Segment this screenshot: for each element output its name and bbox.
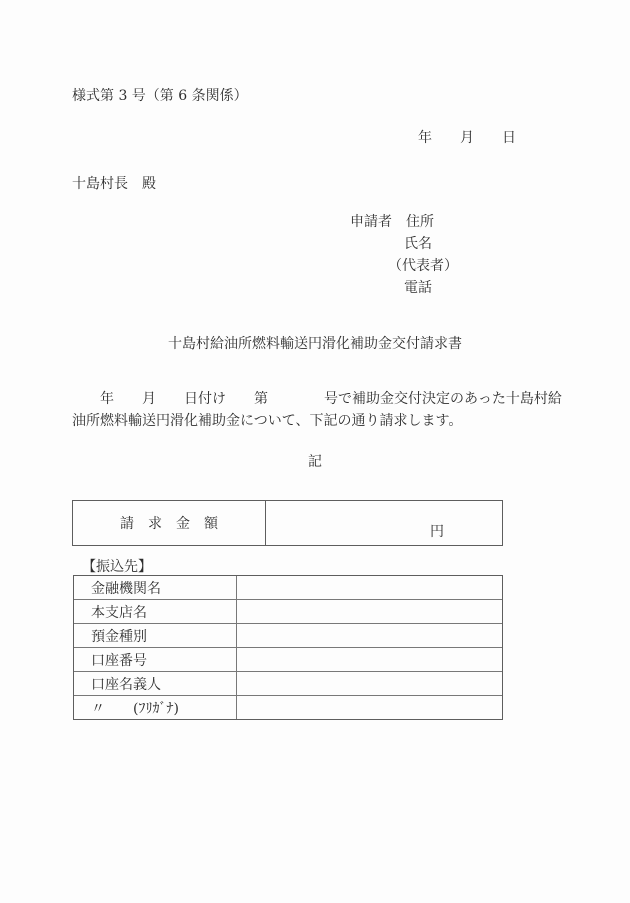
applicant-name-line: 氏名 [404, 236, 432, 252]
ki-marker: 記 [308, 454, 322, 470]
date-line: 年 月 日 [418, 130, 516, 146]
account-holder-value-cell [237, 672, 502, 695]
addressee: 十島村長 殿 [72, 176, 156, 192]
table-row-bank-name [74, 576, 502, 599]
table-row-account-holder [74, 671, 502, 695]
branch-name-value-cell [237, 600, 502, 623]
claim-amount-unit: 円 [430, 524, 444, 540]
table-row-account-number [74, 647, 502, 671]
account-holder-furigana-label: 〃 (ﾌﾘｶﾞﾅ) [74, 696, 237, 719]
bank-name-label: 金融機関名 [74, 576, 237, 599]
form-number: 様式第 3 号（第 6 条関係） [72, 88, 248, 104]
branch-name-label: 本支店名 [74, 600, 237, 623]
document-title: 十島村給油所燃料輸送円滑化補助金交付請求書 [168, 336, 462, 352]
body-text-line2: 油所燃料輸送円滑化補助金について、下記の通り請求します。 [72, 413, 463, 429]
claim-amount-value-cell [266, 501, 502, 545]
body-text-line1: 年 月 日付け 第 号で補助金交付決定のあった十島村給 [72, 391, 562, 407]
applicant-representative-line: （代表者） [388, 258, 458, 274]
bank-name-value-cell [237, 576, 502, 599]
deposit-type-value-cell [237, 624, 502, 647]
applicant-address-line: 申請者 住所 [350, 214, 434, 230]
account-number-label: 口座番号 [74, 648, 237, 671]
table-row-deposit-type [74, 623, 502, 647]
account-holder-label: 口座名義人 [74, 672, 237, 695]
transfer-details-table [73, 575, 503, 720]
claim-amount-label: 請 求 金 額 [73, 501, 266, 545]
table-row-branch-name [74, 599, 502, 623]
deposit-type-label: 預金種別 [74, 624, 237, 647]
transfer-section-heading: 【振込先】 [82, 559, 152, 575]
table-row-account-holder-furigana [74, 695, 502, 719]
claim-amount-table [72, 500, 503, 546]
account-holder-furigana-value-cell [237, 696, 502, 719]
account-number-value-cell [237, 648, 502, 671]
applicant-phone-line: 電話 [404, 280, 432, 296]
